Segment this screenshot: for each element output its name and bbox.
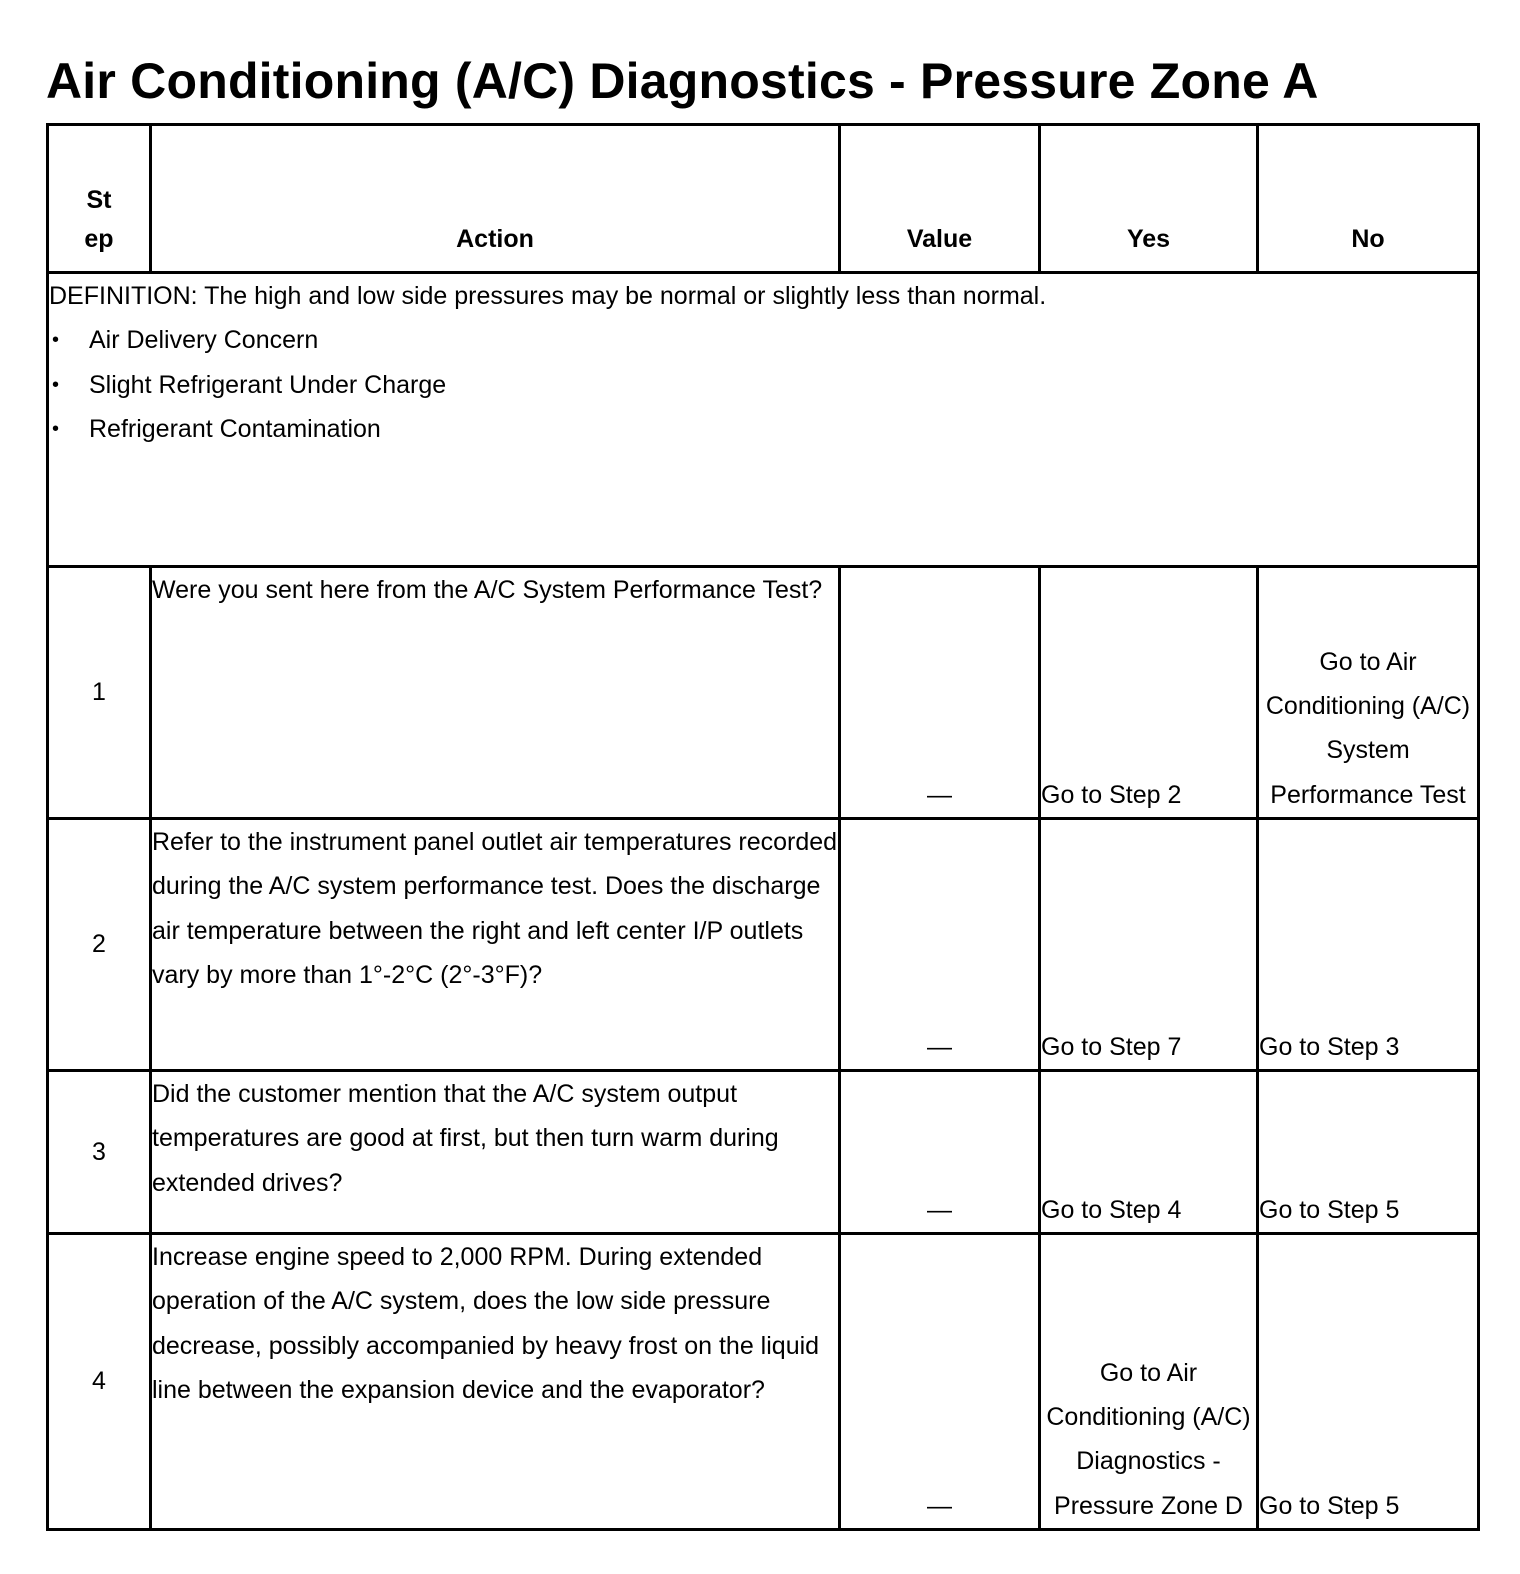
yes-result: Go to Step 4 [1040, 1071, 1258, 1234]
header-yes: Yes [1040, 125, 1258, 273]
no-result: Go to Step 5 [1258, 1234, 1479, 1530]
header-step [48, 125, 151, 273]
table-header-row [48, 125, 1479, 273]
yes-result: Go to Step 7 [1040, 819, 1258, 1071]
table-row [48, 567, 1479, 819]
definition-bullet: • Refrigerant Contamination [49, 407, 1477, 451]
header-no: No [1258, 125, 1479, 273]
table-row [48, 1071, 1479, 1234]
header-action: Action [151, 125, 840, 273]
step-number: 2 [48, 819, 151, 1071]
definition-row [48, 273, 1479, 567]
yes-result: Go to Air Conditioning (A/C) Diagnostics - Pressure Zone D [1040, 1234, 1258, 1530]
header-step-line-2: ep [84, 225, 114, 253]
step-number: 4 [48, 1234, 151, 1530]
value-text: — [840, 567, 1040, 819]
page-title: Air Conditioning (A/C) Diagnostics - Pressure Zone A [46, 53, 1319, 109]
yes-result: Go to Step 2 [1040, 567, 1258, 819]
definition-text: DEFINITION: The high and low side pressures may be normal or slightly less than normal. [49, 282, 1047, 310]
action-text: Were you sent here from the A/C System Performance Test? [151, 567, 840, 819]
no-result: Go to Step 3 [1258, 819, 1479, 1071]
definition-cell [48, 273, 1479, 567]
action-text: Refer to the instrument panel outlet air temperatures recorded during the A/C system performance test. Does the discharge air temperature between the right and left center I/P outlets vary by more than 1°-2°C (2°-3°F)? [151, 819, 840, 1071]
value-text: — [840, 1071, 1040, 1234]
action-text: Increase engine speed to 2,000 RPM. During extended operation of the A/C system, does the low side pressure decrease, possibly accompanied by heavy frost on the liquid line between the expansion device and the evaporator? [151, 1234, 840, 1530]
step-number: 1 [48, 567, 151, 819]
definition-bullet-list [49, 318, 1477, 451]
value-text: — [840, 1234, 1040, 1530]
step-number: 3 [48, 1071, 151, 1234]
value-text: — [840, 819, 1040, 1071]
header-step-line-1: St [86, 186, 112, 214]
no-result: Go to Air Conditioning (A/C) System Performance Test [1258, 567, 1479, 819]
definition-bullet: • Air Delivery Concern [49, 318, 1477, 362]
header-value: Value [840, 125, 1040, 273]
diagnostic-table [46, 123, 1480, 1531]
no-result: Go to Step 5 [1258, 1071, 1479, 1234]
action-text: Did the customer mention that the A/C system output temperatures are good at first, but then turn warm during extended drives? [151, 1071, 840, 1234]
table-row [48, 1234, 1479, 1530]
definition-bullet: • Slight Refrigerant Under Charge [49, 363, 1477, 407]
table-row [48, 819, 1479, 1071]
